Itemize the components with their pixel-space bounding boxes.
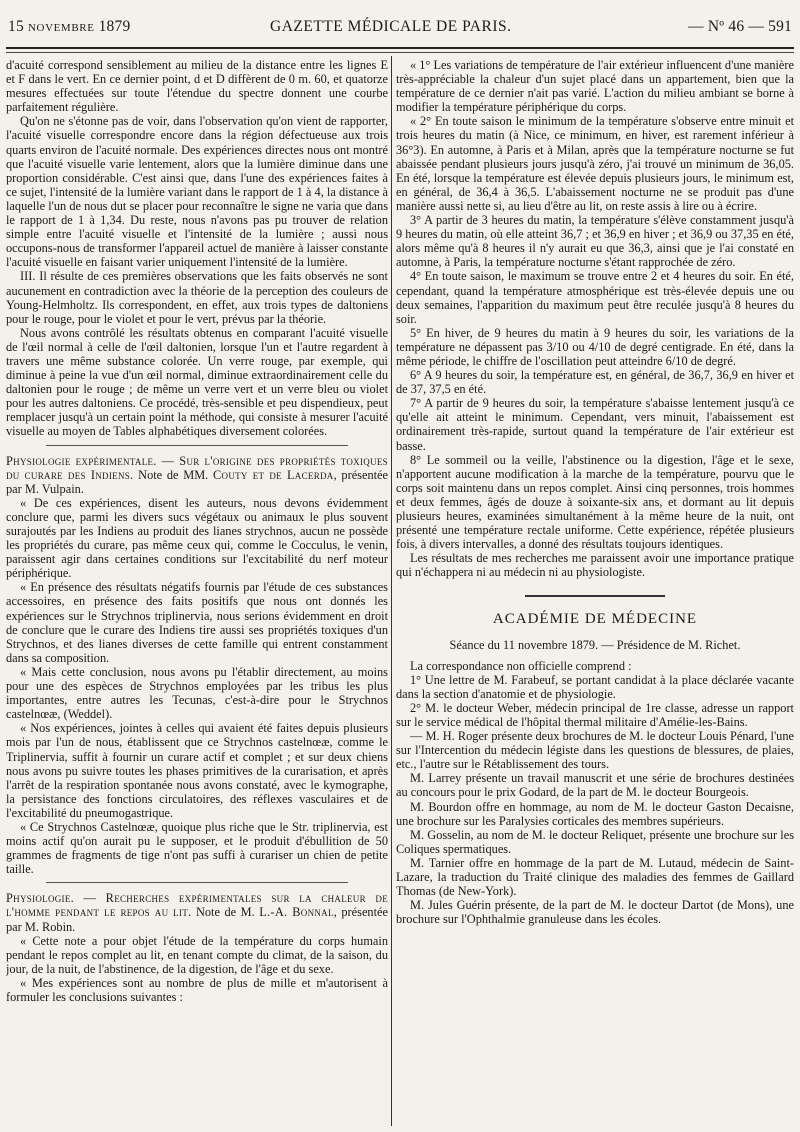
page-header (8, 18, 792, 42)
paragraph: 8° Le sommeil ou la veille, l'abstinence ou la digestion, l'âge et le sexe, n'apportent aucune modification à la marche de la température, pourvu que le corps soit maintenu dans un repos complet. Ainsi cinq personnes, trois hommes et deux femmes, âgés de douze à soixante-six ans, et dormant au lit depuis plusieurs heures, examinées simultanément à la même heure de la nuit, ont présenté une température rectale uniforme. Cette expérience, répétée plusieurs fois, à divers intervalles, a donné des résultats toujours identiques. (396, 452, 794, 552)
left-column (6, 58, 388, 1124)
paragraph: 5° En hiver, de 9 heures du matin à 9 heures du soir, les variations de la température ne dépassent pas 3/10 ou 4/10 de degré centigrade. En été, dans la même période, le chiffre de l'oscillation peut atteindre 6/10 de degré. (396, 325, 794, 368)
paragraph: « Mais cette conclusion, nous avons pu l'établir directement, au moins pour une des espèces de Strychnos employées par les tribus les plus importantes, entre autres les Tecunas, c'est-à-dire pour le Strychnos castelnœæ, (Weddel). (6, 664, 388, 722)
paragraph: « Ce Strychnos Castelnœæ, quoique plus riche que le Str. triplinervia, est moins actif qu'on aurait pu le supposer, et le produit d'ébullition de 50 grammes de fragments de tige n'ont pas suffi à curariser un chien de petite taille. (6, 819, 388, 877)
paragraph: Nous avons contrôlé les résultats obtenus en comparant l'acuité visuelle de l'œil normal à celle de l'œil daltonien, lorsque l'un et l'autre regardent à travers une même substance colorée. Un verre rouge, par exemple, qui diminue à peine la vue d'un œil normal, diminue extraordinairement celle du daltonien pour le rouge ; de même un verre vert et un verre bleu ou violet pour les autres daltoniens. Ce procédé, très-sensible et peu dispendieux, peut remplacer jusqu'à un certain point la méthode, qui consiste à mesurer l'acuité visuelle au moyen de Tables alphabétiques diversement colorées. (6, 325, 388, 439)
paragraph: « De ces expériences, disent les auteurs, nous devons évidemment conclure que, parmi les divers sucs végétaux ou animaux le plus souvent surajoutés par les Indiens au produit des lianes strychnos, aucun ne possède les propriétés du curare, pas même ceux qui, comme le Cocculus, le venin, paraissent agir dans certaines conditions sur l'excitabilité du nerf moteur périphérique. (6, 495, 388, 581)
paragraph: M. Larrey présente un travail manuscrit et une série de brochures destinées au concours pour le prix Godard, de la part de M. le docteur Bourgeois. (396, 771, 794, 800)
paragraph: 6° A 9 heures du soir, la température est, en général, de 36,7, 36,9 en hiver et de 37, 37,5 en été. (396, 368, 794, 397)
paragraph: 7° A partir de 9 heures du soir, la température s'abaisse lentement jusqu'à ce qu'elle ait atteint le minimum. Cependant, vers minuit, l'abaissement est ordinairement très-rapide, surtout quand la température de l'air extérieur est basse. (396, 396, 794, 453)
paragraph: « 1° Les variations de température de l'air extérieur influencent d'une manière très-appréciable la chaleur d'un sujet placé dans un appartement, bien que la température de ce dernier n'ait pas varié. L'action du milieu ambiant se borne à modifier la température périphérique du corps. (396, 58, 794, 115)
paragraph: « 2° En toute saison le minimum de la température s'observe entre minuit et trois heures du matin (à Nice, ce minimum, en hiver, est rarement inférieur à 36°3). En automne, à Paris et à Milan, après que la température nocturne se fut abaissée pendant plusieurs jours jusqu'à zéro, j'ai trouvé un minimum de 36,05. En été, lorsque la température est élevée depuis plusieurs jours, le minimum est, en général, de 36,4 à 36,5. L'abaissement nocturne ne se produit pas d'une manière aussi nette si, au lieu d'être au lit, on reste assis à lire ou à écrire. (396, 114, 794, 213)
paragraph: M. Tarnier offre en hommage de la part de M. Lutaud, médecin de Saint-Lazare, la traduction du Traité clinique des maladies des femmes de Gaillard Thomas (de New-York). (396, 855, 794, 899)
section-separator (46, 882, 348, 883)
section-separator (46, 445, 348, 446)
paragraph: 3° A partir de 3 heures du matin, la température s'élève constamment jusqu'à 9 heures du matin, où elle atteint 36,7 ; et 36,9 en hiver ; et 36,9 ou 37,35 en été, alors même qu'à 8 heures il n'y aurait eu que 36,3, ainsi que je l'ai constaté en automne, à Paris, la température nocturne s'étant rapprochée de zéro. (396, 213, 794, 270)
paragraph: M. Bourdon offre en hommage, au nom de M. le docteur Gaston Decaisne, une brochure sur les Paralysies corticales des membres supérieurs. (396, 799, 794, 828)
publication-title: GAZETTE MÉDICALE DE PARIS. (270, 18, 512, 35)
header-rule (6, 47, 794, 49)
issue-date: 15 NOVEMBRE 1879 (8, 18, 131, 35)
paragraph: d'acuité correspond sensiblement au milieu de la distance entre les lignes E et F dans le vert. En ce dernier point, d et D diffèrent de 0 m. 60, et quatorze mesures effectuées sur toute l'étendue du spectre donnent une courbe parfaitement régulière. (6, 58, 388, 115)
paragraph: « Cette note a pour objet l'étude de la température du corps humain pendant le repos complet au lit, en tenant compte du climat, de la saison, du jour, de la nuit, de l'abstinence, de la digestion, de l'âge et du sexe. (6, 933, 388, 976)
issue-and-page: — Nº 46 — 591 (688, 18, 792, 35)
seance-line: Séance du 11 novembre 1879. — Présidence de M. Richet. (449, 638, 741, 653)
column-divider (391, 56, 392, 1126)
paragraph: 1° Une lettre de M. Farabeuf, se portant candidat à la place déclarée vacante dans la section d'anatomie et de physiologie. (396, 672, 794, 701)
paragraph: 2° M. le docteur Weber, médecin principal de 1re classe, adresse un rapport sur le service médical de l'hôpital thermal militaire d'Amélie-les-Bains. (396, 700, 794, 729)
ornament-rule (525, 595, 665, 597)
paragraph: La correspondance non officielle comprend : (410, 658, 632, 673)
paragraph: M. Gosselin, au nom de M. le docteur Reliquet, présente une brochure sur les Coliques spermatiques. (396, 827, 794, 856)
paragraph: Les résultats de mes recherches me paraissent avoir une importance pratique qui n'échappera ni au médecin ni au physiologiste. (396, 551, 794, 580)
section-heading-chaleur: Physiologie. — Recherches expérimentales sur la chaleur de l'homme pendant le repos au lit. Note de M. L.-A. Bonnal, présentée par M. Robin. (6, 891, 388, 934)
paragraph: « Nos expériences, jointes à celles qui avaient été faites depuis plusieurs mois par l'un de nous, établissent que ce Strychnos castelnœæ, comme le Triplinervia, suffit à fournir un curare actif et complet ; et sur deux chiens nous avons pu suivre toutes les phases primitives de la curarisation, et après l'arrêt de la respiration spontanée nous avons constaté, avec le kymographe, la persistance des fonctions circulatoires, des réflexes vasculaires et de l'excitabilité du pneumogastrique. (6, 721, 388, 820)
paragraph: M. Jules Guérin présente, de la part de M. le docteur Dartot (de Mons), une brochure sur l'Ophthalmie granuleuse dans les écoles. (396, 898, 794, 927)
paragraph: Qu'on ne s'étonne pas de voir, dans l'observation qu'on vient de rapporter, l'acuité visuelle correspondre encore dans la région défectueuse aux trois quarts environ de l'acuité normale. Des expériences directes nous ont montré que l'acuité visuelle varie lentement, alors que la lumière diminue dans une proportion considérable. C'est ainsi que, dans l'une des expériences faites à ce sujet, l'intensité de la lumière variant dans le rapport de 1 à 4, la distance à laquelle l'un de nous dut se placer pour reconnaître le signe ne varia que dans le rapport de 1 à 1,34. Du reste, nous n'avons pas pu trouver de relation simple entre l'acuité visuelle et l'intensité de la lumière ; aussi nous occupons-nous de transformer l'appareil actuel de manière à laisser constante l'acuité visuelle en faisant varier uniquement l'intensité de la lumière. (6, 114, 388, 270)
paragraph: III. Il résulte de ces premières observations que les faits observés ne sont aucunement en contradiction avec la théorie de la perception des couleurs de Young-Helmholtz. Ils correspondent, en effet, aux trois types de daltoniens pour le rouge, pour le violet et pour le vert, prévus par la théorie. (6, 269, 388, 326)
right-column (396, 58, 794, 1124)
header-rule-thin (6, 52, 794, 53)
section-title-academie: ACADÉMIE DE MÉDECINE (492, 611, 698, 628)
section-heading-curare: Physiologie expérimentale. — Sur l'origine des propriétés toxiques du curare des Indiens. Note de MM. Couty et de Lacerda, présentée par M. Vulpain. (6, 453, 388, 496)
paragraph: — M. H. Roger présente deux brochures de M. le docteur Louis Pénard, l'une sur l'Intercention du médecin légiste dans les questions de blessures, de plaies, etc., l'autre sur le Rétablissement des tours. (396, 729, 794, 772)
paragraph: 4° En toute saison, le maximum se trouve entre 2 et 4 heures du soir. En été, cependant, quand la température atmosphérique est très-élevée depuis une ou deux semaines, l'apparition du maximum peut être reculée jusqu'à 8 heures du soir. (396, 269, 794, 326)
paragraph: « En présence des résultats négatifs fournis par l'étude de ces substances accessoires, en présence des faits positifs que nous ont donnés les expériences sur le Strychnos triplinervia, nous serions évidemment en droit de conclure que le curare des Indiens tire aussi ses propriétés toxiques d'un Strychnos, et des lianes diverses de cette famille qui entrent constamment dans sa composition. (6, 580, 388, 665)
paragraph: « Mes expériences sont au nombre de plus de mille et m'autorisent à formuler les conclusions suivantes : (6, 975, 388, 1004)
